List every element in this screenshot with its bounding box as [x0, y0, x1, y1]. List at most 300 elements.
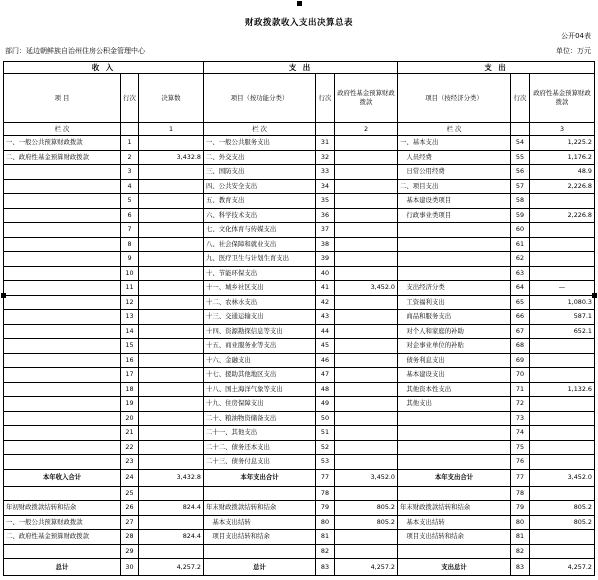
func-amount [335, 324, 398, 339]
func-item: 二十三、债务付息支出 [204, 455, 316, 470]
econ-item [398, 411, 511, 426]
econ-item: 对企事业单位的补贴 [398, 339, 511, 354]
func-amount: 3,452.0 [335, 281, 398, 296]
col-header-row-no: 行次 [121, 74, 139, 123]
row-no: 44 [316, 324, 335, 339]
func-amount [335, 165, 398, 180]
row-no: 33 [316, 165, 335, 180]
table-row [4, 486, 595, 501]
func-item: 十三、交通运输支出 [204, 310, 316, 325]
table-row [4, 281, 595, 296]
row-no: 11 [121, 281, 139, 296]
table-row [4, 426, 595, 441]
func-item: 二、外交支出 [204, 150, 316, 165]
func-item: 项目支出结转和结余 [204, 530, 316, 545]
func-item [204, 486, 316, 501]
table-row [4, 237, 595, 252]
func-item: 本年支出合计 [204, 469, 316, 486]
func-item: 十四、资源勘探信息等支出 [204, 324, 316, 339]
row-no: 83 [511, 559, 530, 576]
econ-item: 支出总计 [398, 559, 511, 576]
income-item [4, 397, 121, 412]
empty-cell [121, 123, 139, 136]
func-amount [335, 252, 398, 267]
func-amount [335, 440, 398, 455]
func-item: 九、医疗卫生与计划生育支出 [204, 252, 316, 267]
func-amount: 805.2 [335, 501, 398, 516]
income-item [4, 411, 121, 426]
income-item [4, 353, 121, 368]
row-no: 51 [316, 426, 335, 441]
econ-item: 其他资本性支出 [398, 382, 511, 397]
row-no: 26 [121, 501, 139, 516]
income-amount: 4,257.2 [139, 559, 204, 576]
econ-item: 人员经费 [398, 150, 511, 165]
row-no: 48 [316, 382, 335, 397]
row-no: 53 [316, 455, 335, 470]
econ-item [398, 426, 511, 441]
econ-amount: 652.1 [530, 324, 595, 339]
row-no: 59 [511, 208, 530, 223]
econ-amount: 1,225.2 [530, 136, 595, 151]
row-no: 77 [316, 469, 335, 486]
row-no: 2 [121, 150, 139, 165]
row-no: 42 [316, 295, 335, 310]
econ-item: 工资福利支出 [398, 295, 511, 310]
econ-amount [530, 486, 595, 501]
income-amount [139, 281, 204, 296]
func-amount [335, 310, 398, 325]
row-no: 4 [121, 179, 139, 194]
table-row [4, 266, 595, 281]
lanci-label: 栏 次 [4, 123, 121, 136]
income-amount [139, 455, 204, 470]
func-item: 十七、援助其他地区支出 [204, 368, 316, 383]
econ-amount: 805.2 [530, 501, 595, 516]
row-no: 20 [121, 411, 139, 426]
income-item: 一、一般公共预算财政拨款 [4, 136, 121, 151]
col-header-row-no: 行次 [316, 74, 335, 123]
col-header-item: 项 目 [4, 74, 121, 123]
table-row [4, 208, 595, 223]
row-no: 54 [511, 136, 530, 151]
row-no: 81 [511, 530, 530, 545]
econ-amount [530, 544, 595, 559]
func-amount [335, 382, 398, 397]
expense-section-header-2: 支 出 [398, 62, 595, 74]
func-amount [335, 353, 398, 368]
econ-amount [530, 411, 595, 426]
col-index-3: 3 [530, 123, 595, 136]
row-no: 58 [511, 194, 530, 209]
func-item: 七、文化体育与传媒支出 [204, 223, 316, 238]
econ-item: 对个人和家庭的补助 [398, 324, 511, 339]
row-no: 82 [316, 544, 335, 559]
income-item [4, 310, 121, 325]
econ-item: 基本建设支出 [398, 368, 511, 383]
econ-amount: 3,452.0 [530, 469, 595, 486]
func-item: 基本支出结转 [204, 515, 316, 530]
func-amount [335, 266, 398, 281]
income-item: 二、政府性基金预算财政拨款 [4, 150, 121, 165]
table-row [4, 310, 595, 325]
econ-amount [530, 353, 595, 368]
econ-amount [530, 368, 595, 383]
row-no: 19 [121, 397, 139, 412]
econ-amount [530, 266, 595, 281]
econ-amount: 4,257.2 [530, 559, 595, 576]
row-no: 40 [316, 266, 335, 281]
func-amount: 4,257.2 [335, 559, 398, 576]
income-item: 一、一般公共预算财政拨款 [4, 515, 121, 530]
row-no: 5 [121, 194, 139, 209]
row-no: 68 [511, 339, 530, 354]
row-no: 7 [121, 223, 139, 238]
econ-item: 其他支出 [398, 397, 511, 412]
func-item: 三、国防支出 [204, 165, 316, 180]
econ-item [398, 455, 511, 470]
income-amount: 3,432.8 [139, 469, 204, 486]
row-no: 45 [316, 339, 335, 354]
grand-total-row [4, 559, 595, 576]
income-item [4, 455, 121, 470]
row-no: 80 [316, 515, 335, 530]
func-item: 五、教育支出 [204, 194, 316, 209]
row-no: 24 [121, 469, 139, 486]
row-no: 15 [121, 339, 139, 354]
income-item [4, 237, 121, 252]
income-item: 二、政府性基金预算财政拨款 [4, 530, 121, 545]
func-amount [335, 411, 398, 426]
income-amount [139, 208, 204, 223]
income-amount [139, 353, 204, 368]
row-no: 79 [511, 501, 530, 516]
table-row [4, 324, 595, 339]
row-no: 72 [511, 397, 530, 412]
row-no: 13 [121, 310, 139, 325]
selection-handle-top[interactable] [297, 1, 302, 6]
income-section-header: 收 入 [4, 62, 204, 74]
income-amount [139, 397, 204, 412]
table-row [4, 530, 595, 545]
econ-item [398, 486, 511, 501]
income-amount: 824.4 [139, 530, 204, 545]
econ-item: 一、基本支出 [398, 136, 511, 151]
income-amount [139, 486, 204, 501]
row-no: 49 [316, 397, 335, 412]
row-no: 67 [511, 324, 530, 339]
income-amount [139, 194, 204, 209]
econ-item [398, 440, 511, 455]
table-row [4, 165, 595, 180]
row-no: 43 [316, 310, 335, 325]
func-item: 总计 [204, 559, 316, 576]
econ-amount [530, 194, 595, 209]
table-row [4, 194, 595, 209]
func-amount [335, 544, 398, 559]
table-row [4, 397, 595, 412]
row-no: 76 [511, 455, 530, 470]
econ-item: 年末财政拨款结转和结余 [398, 501, 511, 516]
row-no: 18 [121, 382, 139, 397]
total-row [4, 469, 595, 486]
row-no: 41 [316, 281, 335, 296]
budget-table [3, 61, 595, 576]
row-no: 65 [511, 295, 530, 310]
row-no: 50 [316, 411, 335, 426]
row-no: 27 [121, 515, 139, 530]
row-no: 81 [316, 530, 335, 545]
econ-amount [530, 237, 595, 252]
row-no: 78 [316, 486, 335, 501]
econ-amount: 1,176.2 [530, 150, 595, 165]
income-amount [139, 368, 204, 383]
func-item: 十、节能环保支出 [204, 266, 316, 281]
row-no: 79 [316, 501, 335, 516]
row-no: 37 [316, 223, 335, 238]
row-no: 8 [121, 237, 139, 252]
row-no: 14 [121, 324, 139, 339]
row-no: 35 [316, 194, 335, 209]
lanci-label: 栏 次 [204, 123, 316, 136]
table-row [4, 136, 595, 151]
func-amount [335, 237, 398, 252]
row-no: 73 [511, 411, 530, 426]
col-header-final-amount: 决算数 [139, 74, 204, 123]
row-no: 75 [511, 440, 530, 455]
income-item: 年初财政拨款结转和结余 [4, 501, 121, 516]
col-header-econ-item: 项目（按经济分类） [398, 74, 511, 123]
row-no: 39 [316, 252, 335, 267]
row-no: 57 [511, 179, 530, 194]
econ-amount: 587.1 [530, 310, 595, 325]
row-no: 77 [511, 469, 530, 486]
row-no: 64 [511, 281, 530, 296]
income-item [4, 194, 121, 209]
income-item [4, 179, 121, 194]
income-amount [139, 295, 204, 310]
func-amount [335, 339, 398, 354]
func-amount [335, 150, 398, 165]
econ-amount: — [530, 281, 595, 296]
row-no: 10 [121, 266, 139, 281]
func-item: 十六、金融支出 [204, 353, 316, 368]
econ-item: 行政事业类项目 [398, 208, 511, 223]
func-item: 十一、城乡社区支出 [204, 281, 316, 296]
row-no: 31 [316, 136, 335, 151]
func-amount [335, 223, 398, 238]
income-amount [139, 237, 204, 252]
income-item [4, 544, 121, 559]
func-amount [335, 194, 398, 209]
income-amount [139, 426, 204, 441]
table-row [4, 252, 595, 267]
row-no: 69 [511, 353, 530, 368]
income-item [4, 368, 121, 383]
func-item: 二十一、其他支出 [204, 426, 316, 441]
income-item [4, 339, 121, 354]
lanci-label: 栏 次 [398, 123, 511, 136]
income-item [4, 208, 121, 223]
func-item: 十五、商业服务业等支出 [204, 339, 316, 354]
func-item: 十八、国土海洋气象等支出 [204, 382, 316, 397]
econ-item: 商品和服务支出 [398, 310, 511, 325]
func-amount: 805.2 [335, 515, 398, 530]
row-no: 6 [121, 208, 139, 223]
income-item: 本年收入合计 [4, 469, 121, 486]
func-item: 六、科学技术支出 [204, 208, 316, 223]
selection-handle-left[interactable] [1, 293, 6, 298]
row-no: 30 [121, 559, 139, 576]
func-amount [335, 486, 398, 501]
income-item [4, 324, 121, 339]
table-row [4, 353, 595, 368]
row-no: 74 [511, 426, 530, 441]
econ-item: 日常公用经费 [398, 165, 511, 180]
econ-item [398, 266, 511, 281]
income-item [4, 486, 121, 501]
row-no: 32 [316, 150, 335, 165]
econ-item [398, 544, 511, 559]
row-no: 23 [121, 455, 139, 470]
row-no: 61 [511, 237, 530, 252]
func-item: 八、社会保障和就业支出 [204, 237, 316, 252]
row-no: 22 [121, 440, 139, 455]
table-row [4, 179, 595, 194]
income-amount [139, 266, 204, 281]
row-no: 1 [121, 136, 139, 151]
econ-item: 基本支出结转 [398, 515, 511, 530]
income-amount [139, 310, 204, 325]
func-amount [335, 397, 398, 412]
econ-item: 项目支出结转和结余 [398, 530, 511, 545]
empty-cell [316, 123, 335, 136]
func-amount [335, 136, 398, 151]
func-amount [335, 295, 398, 310]
func-item: 十九、住房保障支出 [204, 397, 316, 412]
row-no: 16 [121, 353, 139, 368]
row-no: 60 [511, 223, 530, 238]
income-amount [139, 252, 204, 267]
income-amount [139, 136, 204, 151]
income-amount [139, 165, 204, 180]
header-row-lanci [4, 123, 595, 136]
row-no: 34 [316, 179, 335, 194]
func-amount [335, 455, 398, 470]
econ-item [398, 223, 511, 238]
econ-amount: 1,132.6 [530, 382, 595, 397]
row-no: 46 [316, 353, 335, 368]
col-header-fund-budget: 政府性基金预算财政拨款 [335, 74, 398, 123]
income-amount [139, 339, 204, 354]
func-amount [335, 179, 398, 194]
income-amount [139, 440, 204, 455]
econ-amount: 2,226.8 [530, 179, 595, 194]
func-amount [335, 208, 398, 223]
col-index-1: 1 [139, 123, 204, 136]
row-no: 17 [121, 368, 139, 383]
income-item [4, 295, 121, 310]
table-row [4, 411, 595, 426]
econ-item: 二、项目支出 [398, 179, 511, 194]
unit-label: 单位：万元 [556, 47, 591, 55]
income-item [4, 426, 121, 441]
income-item [4, 281, 121, 296]
econ-item: 债务利息支出 [398, 353, 511, 368]
col-header-row-no: 行次 [511, 74, 530, 123]
table-row [4, 339, 595, 354]
row-no: 12 [121, 295, 139, 310]
col-header-func-item: 项目（按功能分类） [204, 74, 316, 123]
table-row [4, 295, 595, 310]
selection-handle-right[interactable] [592, 293, 597, 298]
report-title: 财政拨款收入支出决算总表 [244, 18, 353, 28]
func-item: 年末财政拨款结转和结余 [204, 501, 316, 516]
income-amount [139, 515, 204, 530]
func-item: 二十、粮油物资储备支出 [204, 411, 316, 426]
func-amount [335, 530, 398, 545]
income-amount [139, 179, 204, 194]
row-no: 28 [121, 530, 139, 545]
table-row [4, 223, 595, 238]
econ-amount: 2,226.8 [530, 208, 595, 223]
income-item: 总计 [4, 559, 121, 576]
row-no: 80 [511, 515, 530, 530]
income-amount: 824.4 [139, 501, 204, 516]
header-row-sections [4, 62, 595, 74]
econ-item [398, 237, 511, 252]
table-row [4, 368, 595, 383]
econ-item: 支出经济分类 [398, 281, 511, 296]
econ-amount [530, 223, 595, 238]
income-item [4, 382, 121, 397]
econ-amount [530, 455, 595, 470]
econ-item: 本年支出合计 [398, 469, 511, 486]
func-item [204, 544, 316, 559]
row-no: 25 [121, 486, 139, 501]
income-item [4, 252, 121, 267]
row-no: 78 [511, 486, 530, 501]
row-no: 82 [511, 544, 530, 559]
income-item [4, 440, 121, 455]
table-row [4, 544, 595, 559]
econ-amount [530, 426, 595, 441]
row-no: 36 [316, 208, 335, 223]
income-item [4, 266, 121, 281]
row-no: 66 [511, 310, 530, 325]
income-amount [139, 544, 204, 559]
func-item: 一、一般公共服务支出 [204, 136, 316, 151]
row-no: 47 [316, 368, 335, 383]
department-label: 部门：延边朝鲜族自治州住房公积金管理中心 [5, 47, 145, 55]
econ-amount [530, 252, 595, 267]
econ-amount: 48.9 [530, 165, 595, 180]
row-no: 63 [511, 266, 530, 281]
row-no: 21 [121, 426, 139, 441]
econ-amount: 805.2 [530, 515, 595, 530]
income-amount [139, 382, 204, 397]
income-item [4, 223, 121, 238]
row-no: 71 [511, 382, 530, 397]
income-amount: 3,432.8 [139, 150, 204, 165]
table-row [4, 455, 595, 470]
form-number: 公开04表 [561, 32, 591, 40]
econ-amount [530, 397, 595, 412]
table-row [4, 501, 595, 516]
table-row [4, 150, 595, 165]
income-amount [139, 223, 204, 238]
econ-amount [530, 440, 595, 455]
